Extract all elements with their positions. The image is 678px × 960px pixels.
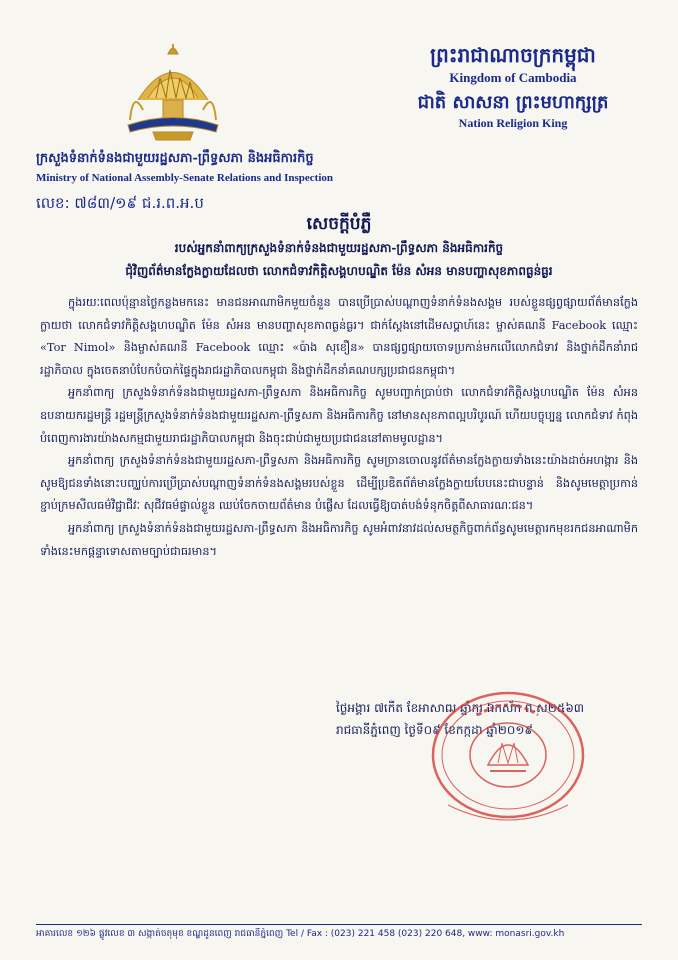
motto-kh: ជាតិ សាសនា ព្រះមហាក្សត្រ	[417, 92, 609, 113]
document-body	[40, 292, 638, 563]
paragraph-3: អ្នកនាំពាក្យ ក្រសួងទំនាក់ទំនងជាមួយរដ្ឋសភា-ព្រឹទ្ធសភា និងអធិការកិច្ច សូមច្រានចោលនូវព័ត៌មានក្លែងក្លាយទាំងនេះយ៉ាងដាច់អហង្ការ និងសូមឱ្យជនទាំងនោះបញ្ឈប់ការប្រើប្រាស់បណ្ដាញទំនាក់ទំនងសង្គមរបស់ខ្លួន ដើម្បីប្រឌិតព័ត៌មានក្លែងក្លាយបែបនេះជាបន្ទាន់ និងសូមមេត្ដាប្រកាន់ខ្ជាប់ក្រមសីលធម៌វិជ្ជាជីវៈ សុជីវធម៌ផ្ទាល់ខ្លួន ឈប់ចែកចាយព័ត៌មាន បំផ្លើស ដែលធ្វើឱ្យបាត់បង់ទំនុកចិត្តពីសាធារណៈជន។	[40, 454, 638, 513]
solar-date: រាជធានីភ្នំពេញ ថ្ងៃទី០៩ ខែកក្កដា ឆ្នាំ២០១៩	[336, 723, 533, 737]
ministry-name-kh: ក្រសួងទំនាក់ទំនងជាមួយរដ្ឋសភា-ព្រឹទ្ធសភា និងអធិការកិច្ច	[36, 151, 314, 166]
document-title: សេចក្ដីបំភ្លឺ	[306, 214, 372, 234]
lunar-date: ថ្ងៃអង្គារ ៧កើត ខែអាសាឍ ឆ្នាំកុរ ឯកស័ក ព.ស២៥៦៣	[336, 701, 585, 715]
footer-address: អាគារលេខ ១២៦ ផ្លូវលេខ ៣ សង្កាត់ចតុមុខ ខណ្ឌដូនពេញ រាជធានីភ្នំពេញ Tel / Fax : (023) 221 458 (023) 220 648, www: monasri.gov.kh	[36, 929, 565, 939]
motto-en: Nation Religion King	[458, 116, 568, 130]
paragraph-2: អ្នកនាំពាក្យ ក្រសួងទំនាក់ទំនងជាមួយរដ្ឋសភា-ព្រឹទ្ធសភា និងអធិការកិច្ច សូមបញ្ជាក់ប្រាប់ថា លោកជំទាវកិត្តិសង្គហបណ្ឌិត ម៉ែន សំអន ឧបនាយករដ្ឋមន្ត្រី រដ្ឋមន្ត្រីក្រសួងទំនាក់ទំនងជាមួយរដ្ឋសភា-ព្រឹទ្ធសភា និងអធិការកិច្ច នៅមានសុខភាពល្អបរិបូរណ៍ ហើយបច្ចុប្បន្ន លោកជំទាវ កំពុងបំពេញការងារយ៉ាងសកម្មជាមួយរាជរដ្ឋាភិបាលកម្ពុជា និងចុះជាប់ជាមួយប្រជាជននៅតាមមូលដ្ឋាន។	[40, 386, 638, 445]
paragraph-1: ក្នុងរយៈពេលប៉ុន្មានថ្ងៃកន្លងមកនេះ មានជនអាណាមិកមួយចំនួន បានប្រើប្រាស់បណ្ដាញទំនាក់ទំនងសង្គម របស់ខ្លួនផ្សព្វផ្សាយព័ត៌មានក្លែងក្លាយថា លោកជំទាវកិត្តិសង្គហបណ្ឌិត ម៉ែន សំអន មានបញ្ហាសុខភាពធ្ងន់ធ្ងរ។ ជាក់ស្ដែងនៅដើមសប្ដាហ៍នេះ ម្ចាស់គណនី Facebook ឈ្មោះ «Tor Nimol» និងម្ចាស់គណនី Facebook ឈ្មោះ «ប៉ាង សុខឿន» បានផ្សព្វផ្សាយចោទប្រកាន់មកលើលោកជំទាវ និងថ្នាក់ដឹកនាំរាជរដ្ឋាភិបាល ក្នុងចេតនាបំបែកបំបាក់ផ្ទៃក្នុងរាជរដ្ឋាភិបាលកម្ពុជា និងថ្នាក់ដឹកនាំគណបក្សប្រជាជនកម្ពុជា។	[40, 296, 638, 377]
document-subtitle-1: របស់អ្នកនាំពាក្យក្រសួងទំនាក់ទំនងជាមួយរដ្ឋសភា-ព្រឹទ្ធសភា និងអធិការកិច្ច	[174, 241, 504, 255]
paragraph-4: អ្នកនាំពាក្យ ក្រសួងទំនាក់ទំនងជាមួយរដ្ឋសភា-ព្រឹទ្ធសភា និងអធិការកិច្ច សូមអំពាវនាវដល់សមត្ថកិច្ចពាក់ព័ន្ធសូមមេត្ដារកមុខរកជនអាណាមិកទាំងនេះមកផ្ដន្ទាទោសតាមច្បាប់ជាធរមាន។	[40, 521, 638, 558]
royal-emblem-icon	[108, 40, 238, 150]
footer-divider	[36, 924, 642, 925]
country-name-kh: ព្រះរាជាណាចក្រកម្ពុជា	[430, 43, 596, 67]
country-name-en: Kingdom of Cambodia	[449, 70, 577, 85]
official-seal-icon	[418, 685, 598, 825]
document-subtitle-2: ជុំវិញព័ត៌មានក្លែងក្លាយដែលថា លោកជំទាវកិត្តិសង្គហបណ្ឌិត ម៉ែន សំអន មានបញ្ហាសុខភាពធ្ងន់ធ្ងរ	[125, 264, 553, 278]
reference-number: លេខ: ៧៨៣/១៩ ជ.រ.ព.អ.ប	[36, 194, 204, 212]
ministry-name-en: Ministry of National Assembly-Senate Relations and Inspection	[36, 172, 334, 184]
